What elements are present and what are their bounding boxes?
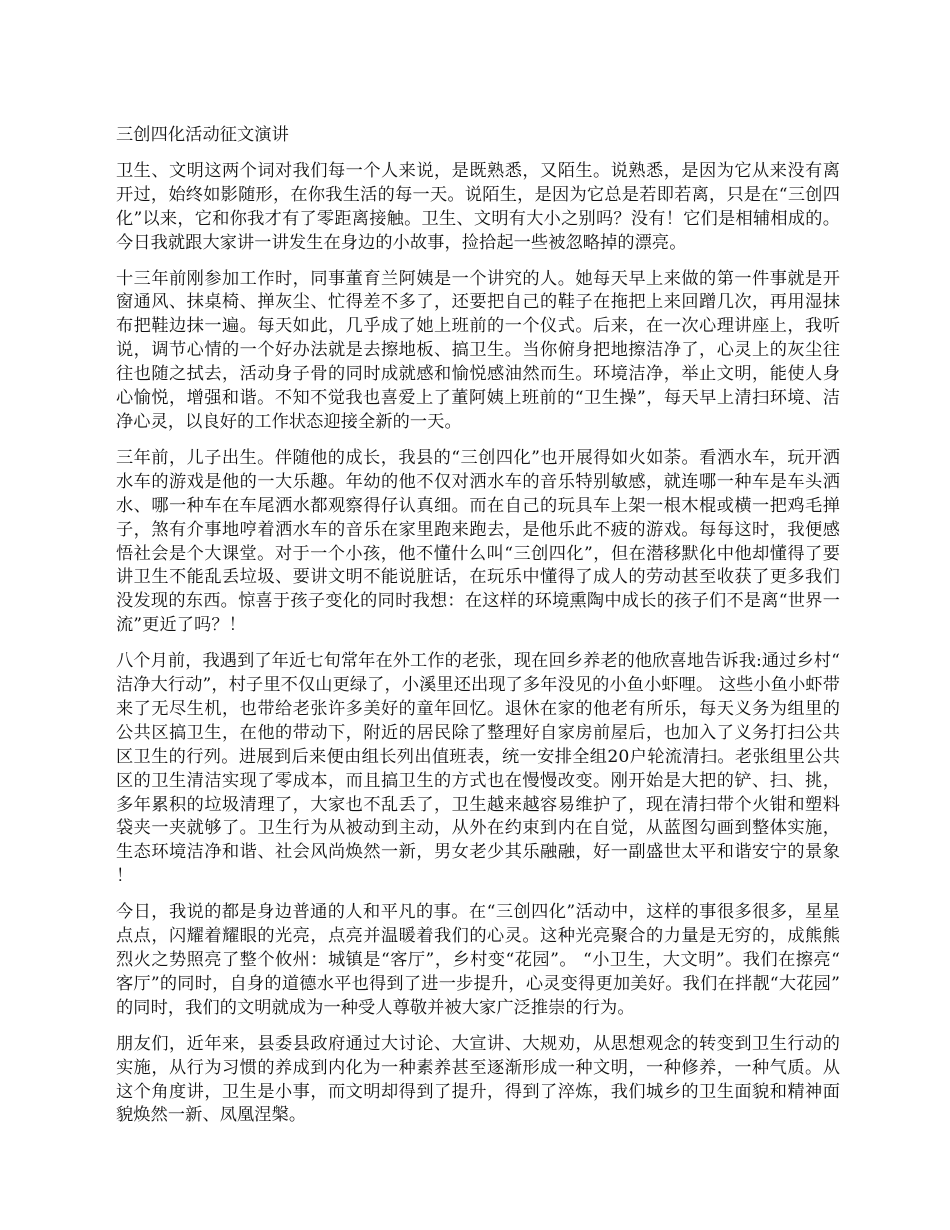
paragraph-4: 八个月前，我遇到了年近七旬常年在外工作的老张，现在回乡养老的他欣喜地告诉我:通过乡村“洁净大行动”，村子里不仅山更绿了，小溪里还出现了多年没见的小鱼小虾哩。 这些小鱼小虾带来了无尽生机，也带给老张许多美好的童年回忆。退休在家的他老有所乐，每天义务为组里的公共区搞卫生，在他的带动下，附近的居民除了整理好自家房前屋后，也加入了义务打扫公共区卫生的行列。进展到后来便由组长列出值班表，统一安排全组20户轮流清扫。老张组里公共区的卫生清洁实现了零成本，而且搞卫生的方式也在慢慢改变。刚开始是大把的铲、扫、挑，多年累积的垃圾清理了，大家也不乱丢了，卫生越来越容易维护了，现在清扫带个火钳和塑料袋夹一夹就够了。卫生行为从被动到主动，从外在约束到内在自觉，从蓝图勾画到整体实施，生态环境洁净和谐、社会风尚焕然一新，男女老少其乐融融，好一副盛世太平和谐安宁的景象！ <box>116 651 840 887</box>
paragraph-1: 卫生、文明这两个词对我们每一个人来说，是既熟悉，又陌生。说熟悉，是因为它从来没有离开过，始终如影随形，在你我生活的每一天。说陌生，是因为它总是若即若离，只是在“三创四化”以来，它和你我才有了零距离接触。卫生、文明有大小之别吗？没有！它们是相辅相成的。今日我就跟大家讲一讲发生在身边的小故事，捡拾起一些被忽略掉的漂亮。 <box>116 160 840 253</box>
paragraph-2: 十三年前刚参加工作时，同事董育兰阿姨是一个讲究的人。她每天早上来做的第一件事就是开窗通风、抹桌椅、掸灰尘、忙得差不多了，还要把自己的鞋子在拖把上来回蹭几次，再用湿抹布把鞋边抹一遍。每天如此，几乎成了她上班前的一个仪式。后来，在一次心理讲座上，我听说，调节心情的一个好办法就是去擦地板、搞卫生。当你俯身把地擦洁净了，心灵上的灰尘往往也随之拭去，活动身子骨的同时成就感和愉悦感油然而生。环境洁净，举止文明，能使人身心愉悦，增强和谐。不知不觉我也喜爱上了董阿姨上班前的“卫生操”，每天早上清扫环境、洁净心灵，以良好的工作状态迎接全新的一天。 <box>116 268 840 432</box>
paragraph-5: 今日，我说的都是身边普通的人和平凡的事。在“三创四化”活动中，这样的事很多很多，星星点点，闪耀着耀眼的光亮，点亮并温暖着我们的心灵。这种光亮聚合的力量是无穷的，成熊熊烈火之势照亮了整个攸州：城镇是“客厅”，乡村变“花园”。 “小卫生，大文明”。我们在擦亮“客厅”的同时，自身的道德水平也得到了进一步提升，心灵变得更加美好。我们在拌靓“大花园”的同时，我们的文明就成为一种受人尊敬并被大家广泛推崇的行为。 <box>116 902 840 1018</box>
paragraph-3: 三年前，儿子出生。伴随他的成长，我县的“三创四化”也开展得如火如荼。看洒水车，玩开洒水车的游戏是他的一大乐趣。年幼的他不仅对洒水车的音乐特别敏感，就连哪一种车是车头洒水、哪一种车在车尾洒水都观察得仔认真细。而在自己的玩具车上架一根木棍或横一把鸡毛掸子，煞有介事地哼着洒水车的音乐在家里跑来跑去，是他乐此不疲的游戏。每每这时，我便感悟社会是个大课堂。对于一个小孩，他不懂什么叫“三创四化”，但在潜移默化中他却懂得了要讲卫生不能乱丢垃圾、要讲文明不能说脏话，在玩乐中懂得了成人的劳动甚至收获了更多我们没发现的东西。惊喜于孩子变化的同时我想：在这样的环境熏陶中成长的孩子们不是离“世界一流”更近了吗？！ <box>116 447 840 636</box>
paragraph-6: 朋友们，近年来，县委县政府通过大讨论、大宣讲、大规劝，从思想观念的转变到卫生行动的实施，从行为习惯的养成到内化为一种素养甚至逐渐形成一种文明，一种修养，一种气质。从这个角度讲，卫生是小事，而文明却得到了提升，得到了淬炼，我们城乡的卫生面貌和精神面貌焕然一新、凤凰涅槃。 <box>116 1033 840 1126</box>
document-title: 三创四化活动征文演讲 <box>116 125 289 145</box>
document-body <box>116 124 840 1140</box>
